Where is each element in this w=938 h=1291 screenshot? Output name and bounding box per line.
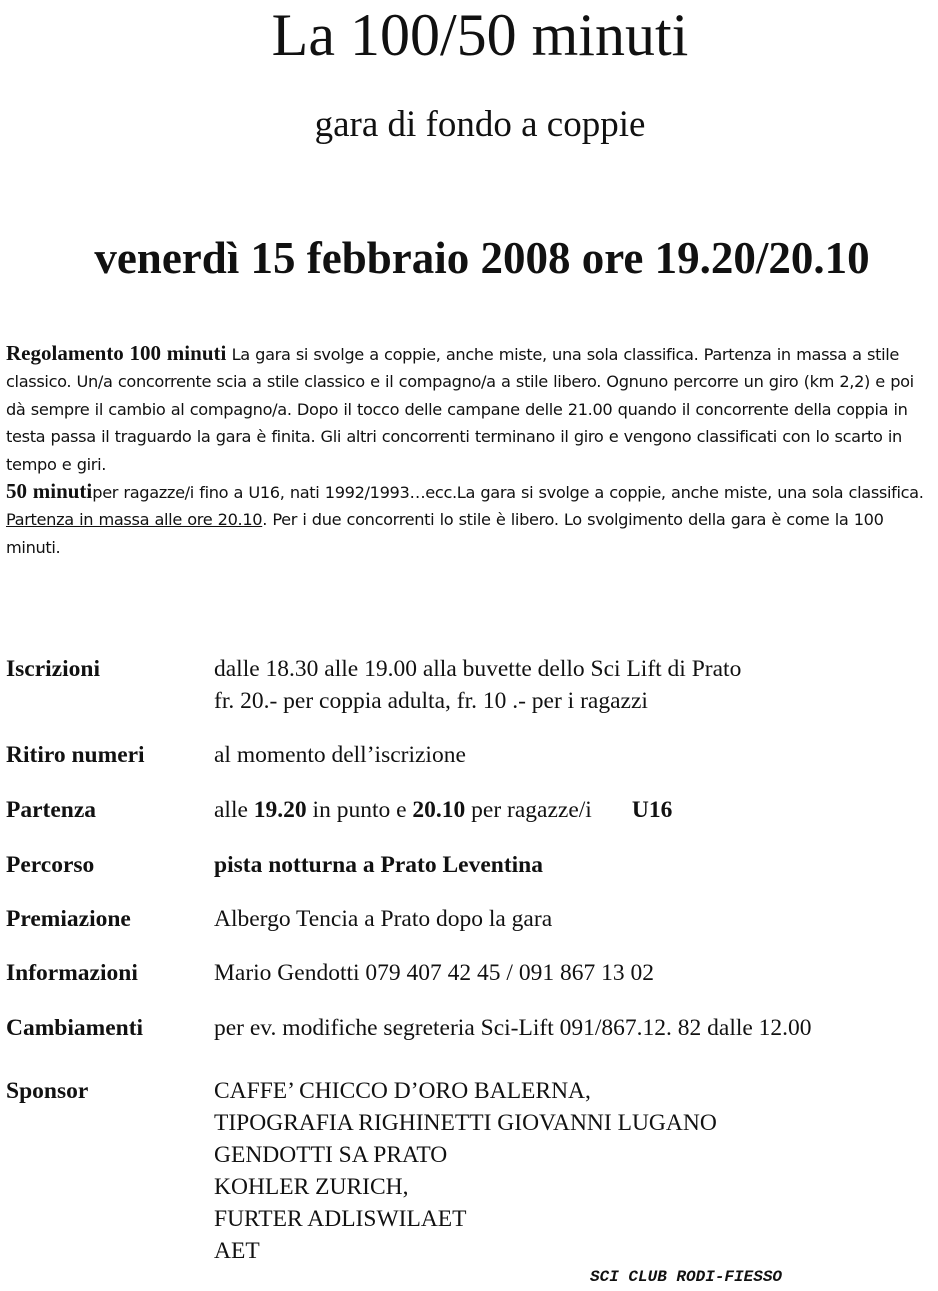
- rules-section: [6, 340, 936, 561]
- value-ritiro-numeri: al momento dell’iscrizione: [214, 742, 466, 768]
- sponsor-item: KOHLER ZURICH,: [214, 1174, 409, 1200]
- label-iscrizioni: Iscrizioni: [6, 656, 100, 682]
- sponsor-item: CAFFE’ CHICCO D’ORO BALERNA,: [214, 1078, 591, 1104]
- club-signature: SCI CLUB RODI-FIESSO: [590, 1268, 783, 1286]
- value-premiazione: Albergo Tencia a Prato dopo la gara: [214, 906, 553, 932]
- start-text: . Per i due concorrenti lo stile è libero. Lo svolgimento della gara è come la 100 minuti.: [6, 510, 884, 557]
- event-date: venerdì 15 febbraio 2008 ore 19.20/20.10: [94, 233, 870, 283]
- partenza-pre: alle: [214, 797, 254, 823]
- sponsor-item: AET: [214, 1238, 260, 1264]
- sponsor-item: GENDOTTI SA PRATO: [214, 1142, 448, 1168]
- rule-100-paragraph: [6, 340, 936, 478]
- start-paragraph: [6, 506, 936, 561]
- rule-50-text: per ragazze/i fino a U16, nati 1992/1993…ecc.La gara si svolge a coppie, anche miste, una sola classifica.: [92, 483, 924, 503]
- page-title: La 100/50 minuti: [271, 2, 689, 68]
- rule-100-heading: Regolamento 100 minuti: [6, 341, 227, 365]
- label-partenza: Partenza: [6, 797, 97, 823]
- value-informazioni: Mario Gendotti 079 407 42 45 / 091 867 13 02: [214, 960, 654, 986]
- sponsor-item: FURTER ADLISWILAET: [214, 1206, 467, 1232]
- rule-50-heading: 50 minuti: [6, 479, 93, 504]
- value-partenza: [214, 794, 934, 826]
- iscrizioni-line-2: fr. 20.- per coppia adulta, fr. 10 .- per i ragazzi: [214, 688, 648, 714]
- value-iscrizioni: [214, 653, 934, 717]
- sponsor-item: TIPOGRAFIA RIGHINETTI GIOVANNI LUGANO: [214, 1110, 717, 1136]
- value-cambiamenti: per ev. modifiche segreteria Sci-Lift 091/867.12. 82 dalle 12.00: [214, 1015, 812, 1041]
- label-informazioni: Informazioni: [6, 960, 138, 986]
- rule-100-text: La gara si svolge a coppie, anche miste, una sola classifica. Partenza in massa a stile classico. Un/a concorrente scia a stile classico e il compagno/a a stile libero. Ognuno percorre un giro (km 2,2) e poi dà sempre il cambio al compagno/a. Dopo il tocco delle campane delle 21.00 quando il concorrente della coppia in testa passa il traguardo la gara è finita. Gli altri concorrenti terminano il giro e vengono classificati con lo scarto in tempo e giri.: [6, 345, 914, 474]
- label-premiazione: Premiazione: [6, 906, 131, 932]
- label-ritiro-numeri: Ritiro numeri: [6, 742, 145, 768]
- partenza-time-1: 19.20: [253, 797, 307, 823]
- partenza-post: per ragazze/i: [465, 797, 592, 823]
- page-subtitle: gara di fondo a coppie: [314, 104, 646, 145]
- sponsor-list: [214, 1075, 934, 1267]
- label-percorso: Percorso: [6, 852, 95, 878]
- partenza-category: U16: [631, 797, 673, 823]
- label-sponsor: Sponsor: [6, 1078, 89, 1104]
- partenza-mid: in punto e: [306, 797, 413, 823]
- value-percorso: pista notturna a Prato Leventina: [214, 852, 543, 878]
- label-cambiamenti: Cambiamenti: [6, 1015, 144, 1041]
- rule-50-paragraph: [6, 478, 936, 506]
- partenza-time-2: 20.10: [412, 797, 466, 823]
- iscrizioni-line-1: dalle 18.30 alle 19.00 alla buvette dello Sci Lift di Prato: [214, 656, 742, 682]
- start-underlined: Partenza in massa alle ore 20.10: [6, 510, 263, 530]
